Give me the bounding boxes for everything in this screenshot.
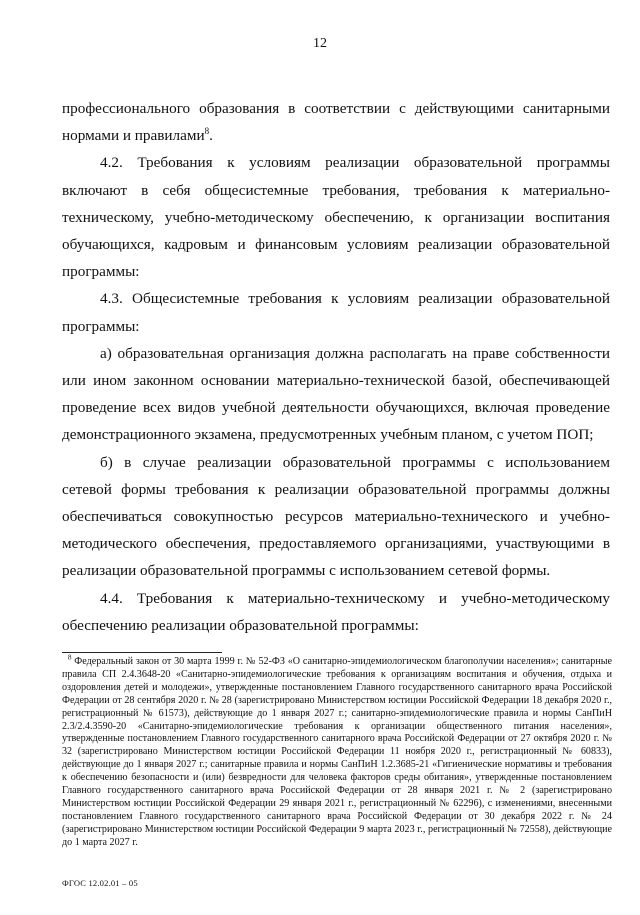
- paragraph-text: профессионального образования в соответствии с действующими санитарными нормами и правилами: [62, 100, 610, 145]
- footnote: [62, 653, 612, 850]
- main-text: [62, 95, 610, 639]
- paragraph-item-b: б) в случае реализации образовательной программы с использованием сетевой формы требования к реализации образовательной программы должны обеспечиваться совокупностью ресурсов материально-технического и учебно-методического обеспечения, предоставляемого организациями, участвующими в реализации образовательной программы с использованием сетевой формы.: [62, 453, 610, 580]
- paragraph-4-4: 4.4. Требования к материально-техническому и учебно-методическому обеспечению реализации образовательной программы:: [62, 589, 610, 634]
- footnote-text: Федеральный закон от 30 марта 1999 г. № 52-ФЗ «О санитарно-эпидемиологическом благополучии населения»; санитарные правила СП 2.4.3648-20 «Санитарно-эпидемиологические требования к организациям воспитания и обучения, отдыха и оздоровления детей и молодежи», утвержденные постановлением Главного государственного санитарного врача Российской Федерации от 28 сентября 2020 г. № 28 (зарегистрировано Министерством юстиции Российской Федерации 18 декабря 2020 г., регистрационный № 61573), действующие до 1 января 2027 г.; санитарно-эпидемиологические правила и нормы СанПиН 2.3/2.4.3590-20 «Санитарно-эпидемиологические требования к организации общественного питания населения», утвержденные постановлением Главного государственного санитарного врача Российской Федерации от 27 октября 2020 г. № 32 (зарегистрировано Министерством юстиции Российской Федерации 11 ноября 2020 г., регистрационный № 60833), действующие до 1 января 2027 г.; санитарные правила и нормы СанПиН 1.2.3685-21 «Гигиенические нормативы и требования к обеспечению безопасности и (или) безвредности для человека факторов среды обитания», утвержденные постановлением Главного государственного санитарного врача Российской Федерации от 28 января 2021 г. № 2 (зарегистрировано Министерством юстиции Российской Федерации 29 января 2021 г., регистрационный № 62296), с изменениями, внесенными постановлением Главного государственного санитарного врача Российской Федерации от 30 декабря 2022 г. № 24 (зарегистрировано Министерством юстиции Российской Федерации 9 марта 2023 г., регистрационный № 72558), действующие до 1 марта 2027 г.: [62, 656, 612, 848]
- page-number: 12: [313, 36, 327, 51]
- paragraph-end-punctuation: .: [209, 127, 213, 145]
- footnote-separator: [62, 652, 222, 653]
- footnote-reference: 8: [204, 126, 210, 137]
- paragraph-4-3: 4.3. Общесистемные требования к условиям реализации образовательной программы:: [62, 290, 610, 335]
- footnote-marker: 8: [68, 653, 72, 662]
- paragraph-4-2: 4.2. Требования к условиям реализации образовательной программы включают в себя общесистемные требования, требования к материально-техническому, учебно-методическому обеспечению, к организации воспитания обучающихся, кадровым и финансовым условиям реализации образовательной программы:: [62, 154, 610, 281]
- paragraph-item-a: а) образовательная организация должна располагать на праве собственности или ином законном основании материально-технической базой, обеспечивающей проведение всех видов учебной деятельности обучающихся, включая проведение демонстрационного экзамена, предусмотренных учебным планом, с учетом ПОП;: [62, 344, 610, 444]
- document-code: ФГОС 12.02.01 – 05: [62, 878, 138, 888]
- paragraph-continuation: [62, 95, 610, 149]
